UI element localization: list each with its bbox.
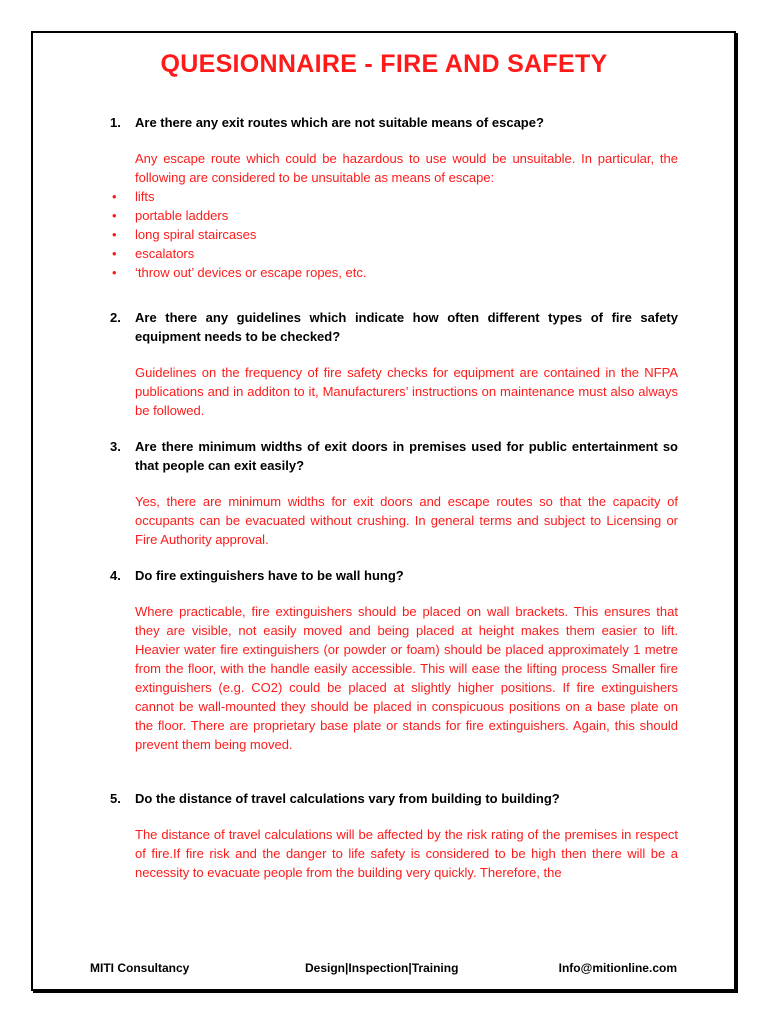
- answer-1: Any escape route which could be hazardous to use would be unsuitable. In particular, the following are considered to be unsuitable as means of escape:: [135, 151, 678, 185]
- question-3: [110, 437, 678, 475]
- question-text: Are there minimum widths of exit doors in premises used for public entertainment so that people can exit easily?: [135, 439, 678, 473]
- document-title: QUESIONNAIRE - FIRE AND SAFETY: [160, 50, 608, 78]
- unsuitable-escape-list: [110, 187, 678, 282]
- question-2: [110, 308, 678, 346]
- list-item: • ‘throw out’ devices or escape ropes, etc.: [110, 263, 678, 282]
- footer-company: MITI Consultancy: [90, 961, 190, 975]
- question-number: 3.: [110, 439, 121, 454]
- list-item: • portable ladders: [110, 206, 678, 225]
- question-number: 5.: [110, 791, 121, 806]
- question-number: 1.: [110, 115, 121, 130]
- footer-services: Design|Inspection|Training: [305, 961, 459, 975]
- question-number: 4.: [110, 568, 121, 583]
- list-item: • long spiral staircases: [110, 225, 678, 244]
- list-item: • escalators: [110, 244, 678, 263]
- question-text: Do fire extinguishers have to be wall hung?: [135, 568, 404, 583]
- list-item: • lifts: [110, 187, 678, 206]
- answer-4: Where practicable, fire extinguishers should be placed on wall brackets. This ensures that they are visible, not easily moved and being placed at height makes them easier to lift. Heavier water fire extinguishers (or powder or foam) should be placed approximately 1 metre from the floor, with the handle easily accessible. This will ease the lifting process Smaller fire extinguishers (e.g. CO2) could be placed at slightly higher positions. If fire extinguishers cannot be wall-mounted they should be placed in conspicuous positions on a base plate on the floor. There are proprietary base plate or stands for fire extinguishers. Again, this should prevent them being moved.: [135, 604, 678, 752]
- questionnaire-body: [110, 113, 678, 882]
- question-text: Are there any guidelines which indicate how often different types of fire safety equipment needs to be checked?: [135, 310, 678, 344]
- answer-5: The distance of travel calculations will be affected by the risk rating of the premises in respect of fire.If fire risk and the danger to life safety is considered to be high then there will be a necessity to evacuate people from the building very quickly. Therefore, the: [135, 827, 678, 880]
- question-number: 2.: [110, 310, 121, 325]
- question-4: [110, 566, 678, 585]
- question-1: [110, 113, 678, 132]
- footer-email: Info@mitionline.com: [558, 961, 677, 975]
- answer-2: Guidelines on the frequency of fire safety checks for equipment are contained in the NFPA publications and in additon to it, Manufacturers’ instructions on maintenance must also always be followed.: [135, 365, 678, 418]
- answer-3: Yes, there are minimum widths for exit doors and escape routes so that the capacity of occupants can be evacuated without crushing. In general terms and subject to Licensing or Fire Authority approval.: [135, 494, 678, 547]
- question-text: Do the distance of travel calculations vary from building to building?: [135, 791, 560, 806]
- page-shadow-right: [736, 33, 738, 993]
- question-text: Are there any exit routes which are not suitable means of escape?: [135, 115, 544, 130]
- question-5: [110, 789, 678, 808]
- page-shadow-bottom: [33, 991, 738, 993]
